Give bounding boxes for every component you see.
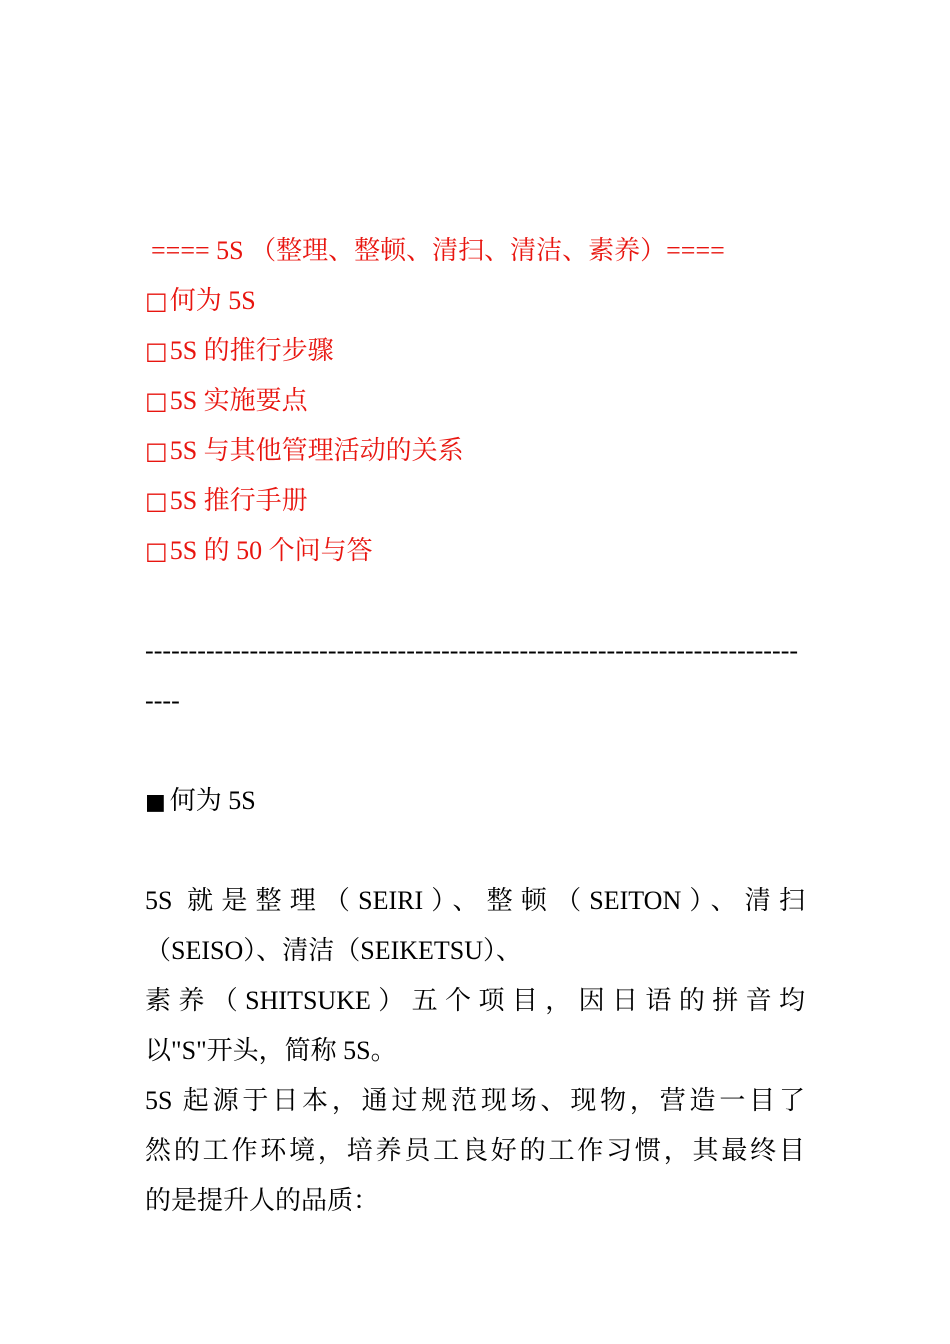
toc-item-what-is-5s[interactable] (145, 276, 805, 326)
toc-item-steps[interactable] (145, 326, 805, 376)
document-page (145, 226, 805, 1226)
toc-item-relations[interactable] (145, 426, 805, 476)
dashed-divider: ------------------------------------------------------------------------------- (145, 636, 799, 715)
checkbox-icon: □ (145, 287, 168, 315)
body-line: 的是提升人的品质： (145, 1186, 380, 1215)
toc-item-qa[interactable] (145, 526, 805, 576)
body-line: 素养（SHITSUKE）五个项目，因日语的拼音均 (145, 986, 805, 1015)
toc-item-label: 5S 推行手册 (169, 486, 308, 515)
toc-item-handbook[interactable] (145, 476, 805, 526)
toc-item-label: 5S 的 50 个问与答 (169, 536, 373, 565)
checkbox-icon: □ (145, 487, 168, 515)
square-bullet-icon: ■ (145, 790, 166, 815)
toc-item-key-points[interactable] (145, 376, 805, 426)
toc-item-label: 何为 5S (169, 286, 256, 315)
section-heading (145, 776, 805, 826)
toc-item-label: 5S 与其他管理活动的关系 (169, 436, 464, 465)
section-heading-text: 何为 5S (169, 786, 256, 815)
toc-item-label: 5S 的推行步骤 (169, 336, 334, 365)
body-paragraph (145, 876, 805, 1226)
body-line: 5S 就是整理（SEIRI）、整顿（SEITON）、清扫 (145, 886, 805, 915)
body-line: （SEISO）、清洁（SEIKETSU）、 (145, 936, 523, 965)
body-line: 以"S"开头，简称 5S。 (145, 1036, 397, 1065)
checkbox-icon: □ (145, 387, 168, 415)
body-line: 5S 起源于日本，通过规范现场、现物，营造一目了 (145, 1086, 805, 1115)
toc-title: ==== 5S （整理、整顿、清扫、清洁、素养）==== (151, 236, 725, 265)
checkbox-icon: □ (145, 537, 168, 565)
checkbox-icon: □ (145, 337, 168, 365)
toc-item-label: 5S 实施要点 (169, 386, 308, 415)
checkbox-icon: □ (145, 437, 168, 465)
body-line: 然的工作环境，培养员工良好的工作习惯，其最终目 (145, 1136, 805, 1165)
